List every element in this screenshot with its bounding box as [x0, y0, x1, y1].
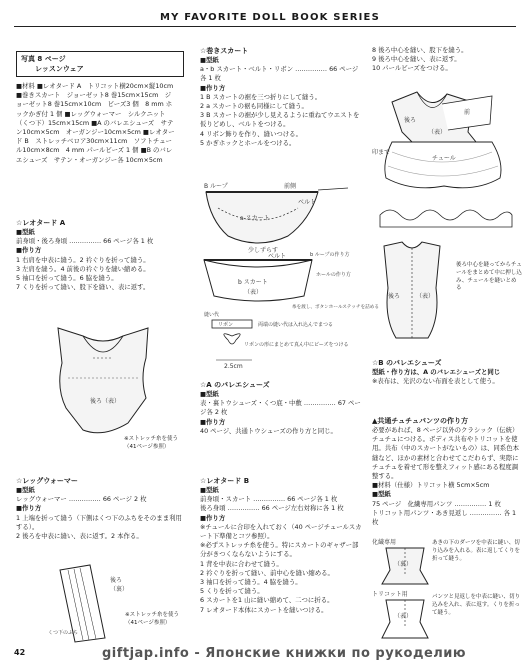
synthetic-label: 化繊専用 [372, 539, 397, 546]
howto-step: 1 上端を折って縫う（下側はくつ下のふちをそのまま利用する）。 [16, 513, 182, 531]
howto-step: 1 右肩を中表に縫う。2 衿ぐりを折って縫う。 [16, 255, 150, 264]
belt-label-2: ベルト [268, 253, 287, 260]
page-number: 42 [14, 648, 26, 657]
wrap-skirt-title: ☆巻きスカート [200, 47, 249, 55]
wrap-skirt-section [200, 46, 362, 148]
wrap-skirt-illustration [198, 180, 379, 380]
pants-facing-note: パンツと見返しを中表に縫い、切り込みを入れ、表に返す。くりを折って縫う。 [432, 594, 521, 616]
pattern-heading: ■型紙 [16, 228, 35, 236]
right-side-label-2: （表） [416, 293, 435, 300]
leotard-b-section [200, 476, 362, 615]
pattern-heading: ■型紙 [200, 486, 219, 494]
belt-label: ベルト [298, 199, 317, 206]
sock-edge-label: くつ下のふち [48, 630, 79, 636]
shoes-b-title: ☆B のバレエシューズ [372, 359, 442, 367]
pattern-line: a・b スカート・ベルト・リボン …………… 66 ページ各 1 枚 [200, 65, 359, 83]
tutu-pants-body: 必要があれば、8 ページ以外のクラシック（伝統）チュチュにつける。ボディス共布やトリコットを使用。共布（中のスカートがないもの）は、同系色本縫など、ほかの素材と合わせてこだわらず、実際にチュチュを着せて形を整えフィット感にある程度調整する。 [372, 426, 519, 481]
tulle-strip-illustration [376, 205, 516, 235]
howto-text: 40 ページ、共通トウシューズの作り方と同じ。 [200, 426, 337, 435]
right-side-label: （表） [428, 129, 447, 136]
b-loop-label: B ループ [204, 183, 228, 190]
howto-heading: ■作り方 [200, 513, 226, 522]
stitch-note: 糸を渡し、ボタンホールステッチを詰める [292, 305, 379, 310]
seam-allowance-label: 縫い代 [204, 312, 220, 318]
offset-label: 少しずらす [248, 247, 279, 254]
pattern-line: 前身頃・スカート …………… 66 ページ各 1 枚 [200, 495, 338, 504]
howto-step: ※必ずストレッチ糸を使う。特にスカートのギャザー部分がきつくならないようにする。 [200, 541, 359, 559]
back-label: 後ろ [404, 117, 417, 124]
pattern-line-2: 後ろ身頃 …………… 66 ページ左右対称に各 1 枚 [200, 504, 344, 513]
howto-step: 2 a スカートの裾も同様にして縫う。 [200, 102, 308, 111]
howto-step: 2 後ろを中表に縫い、表に返す。2 本作る。 [16, 532, 143, 541]
photo-reference-box [16, 51, 184, 77]
photo-subject: レッスンウェア [35, 65, 84, 73]
leotard-back-label: 後ろ（表） [90, 398, 121, 405]
tutu-pants-section [372, 416, 522, 527]
shoes-b-text: 型紙・作り方は、A のバレエシューズと同じ [372, 368, 501, 376]
leotard-b-steps-continued [372, 46, 522, 74]
howto-heading: ■作り方 [16, 504, 42, 513]
photo-page-ref: 写真 8 ページ [21, 55, 66, 63]
howto-step: 10 パールビーズをつける。 [372, 64, 452, 73]
ribbon-bow-note: リボンの形にまとめて真ん中にビーズをつける [244, 342, 349, 348]
b-skirt-label: b スカート [238, 279, 268, 286]
wrong-side-label: （裏） [394, 561, 413, 568]
legwarmer-illustration [50, 560, 185, 645]
howto-step: 4 リボン飾りを作り、縫いつける。 [200, 129, 302, 138]
tricot-label: トリコット用 [372, 591, 408, 598]
site-watermark[interactable]: giftjap.info - Японские книжки по рукоделию [101, 646, 467, 661]
pattern-heading: ■型紙 [200, 390, 219, 398]
howto-step: 6 スカートを1 山に縫い縮めて、二つに折る。 [200, 596, 334, 605]
leotard-b-back-illustration [372, 238, 452, 348]
howto-heading: ■作り方 [16, 246, 42, 255]
tutu-pants-materials: ■材料（仕様）トリコット横 5cm×5cm [372, 481, 490, 490]
right-side-label-3: （表） [394, 613, 413, 620]
a-skirt-label: a スカート [240, 215, 270, 222]
howto-step: ※チュールに合印を入れておく（40 ページチュールスカート下準備とコツ参照）。 [200, 522, 362, 541]
hole-how-label: ホールの作り方 [316, 272, 351, 278]
tutu-pants-title: ▲共通チュチュパンツの作り方 [372, 417, 468, 425]
front-side-mark: （表） [244, 289, 263, 296]
howto-step: 1 背を中表に合わせて縫う。 [200, 559, 283, 568]
pattern-line: 75 ページ 化繊専用パンツ …………… 1 枚 [372, 499, 501, 508]
legwarmer-section [16, 476, 186, 541]
materials-list: ■材料 ■レオタード A トリコット横20cm×縦10cm ■巻きスカート ジョーゼット8 巻15cm×15cm ジョーゼット8 巻15cm×10cm ビーズ3 個 8 mm ホックかぎ付 1 個 ■レッグウォーマー シルクニット（くつ下）15cm×15cm ■A のバレエシューズ サテン10cm×5cm オーガンジー10cm×5cm ■レオタード B ストレッチベロア30cm×11cm ソフトチュール10cm×8cm 4 mm パールビーズ 1 個 ■B のバレエシューズ サテン・オーガンジー各 10cm×5cm [16, 82, 175, 164]
series-title: MY FAVORITE DOLL BOOK SERIES [159, 12, 380, 23]
shoes-a-title: ☆A のバレエシューズ [200, 381, 270, 389]
howto-step: 5 くりを折って縫う。 [200, 587, 264, 596]
leotard-a-section [16, 218, 186, 292]
leotard-b-illustration [372, 82, 522, 202]
ribbon-length-label: 2.5cm [224, 363, 243, 370]
shoes-a-section [200, 380, 362, 436]
howto-step: 8 後ろ中心を縫い、股下を縫う。 [372, 46, 468, 54]
howto-step: 7 レオタード本体にスカートを縫いつける。 [200, 605, 328, 614]
seam-allowance-note: 両端の縫い代は入れ込んでまつる [258, 322, 334, 328]
legwarmer-title: ☆レッグウォーマー [16, 477, 78, 485]
pattern-heading: ■型紙 [16, 486, 35, 494]
legwarmer-stretch-note: ※ストレッチ糸を使う（41ページ参照） [125, 612, 180, 626]
pattern-line-2: トリコット用パンツ・あき見返し …………… 各 1 枚 [372, 508, 517, 527]
legwarmer-wrong-side-label: （裏） [110, 586, 129, 593]
howto-heading: ■作り方 [200, 83, 226, 92]
howto-step: 3 B スカートの裾が少し見えるように重ねてウエストを仮りどめし、ベルトをつける。 [200, 111, 360, 129]
front-side-label: 前側 [284, 183, 297, 190]
pattern-line: 前身頃・後ろ身頃 …………… 66 ページ各 1 枚 [16, 237, 154, 246]
howto-step: 5 かぎホックとホールをつける。 [200, 138, 296, 147]
header-rule [14, 26, 516, 27]
leotard-b-title: ☆レオタード B [200, 477, 250, 485]
howto-step: 9 後ろ中心を縫い、表に返す。 [372, 55, 461, 64]
pattern-line: レッグウォーマー …………… 66 ページ 2 枚 [16, 495, 147, 504]
front-label: 前 [464, 109, 471, 116]
howto-step: 3 左肩を縫う。4 前後の衿ぐりを縫い縮める。 [16, 264, 150, 273]
howto-step: 5 袖口を折って縫う。6 脇を縫う。 [16, 274, 118, 283]
pattern-heading: ■型紙 [200, 56, 219, 64]
stretch-thread-note: ※ストレッチ糸を使う（41ページ参照） [124, 436, 179, 450]
ribbon-label: リボン [218, 322, 234, 328]
howto-step: 2 衿ぐりを折って縫い、前中心を縫い縮める。 [200, 568, 334, 577]
howto-step: 3 袖口を折って縫う。4 脇を縫う。 [200, 578, 302, 587]
loop-how-label: b ループの作り方 [310, 252, 350, 258]
howto-step: 7 くりを折って縫い、股下を縫い、表に返す。 [16, 283, 150, 292]
shoes-b-section [372, 358, 522, 386]
pattern-heading: ■型紙 [372, 490, 391, 499]
howto-step: 1 B スカートの裾を三つ折りにして縫う。 [200, 92, 322, 101]
pants-dart-note: あきの下のダーツを中表に縫い、切り込みを入れる。表に返してくりを折って縫う。 [432, 540, 521, 562]
leotard-a-title: ☆レオタード A [16, 219, 66, 227]
legwarmer-back-label: 後ろ [110, 577, 123, 584]
mark-label: 印まで [372, 149, 391, 156]
shoes-b-note: ※表布は、光沢のない布面を表として使う。 [372, 377, 499, 386]
tulle-label: チュール [432, 155, 456, 162]
howto-heading: ■作り方 [200, 417, 226, 426]
back-label-2: 後ろ [388, 293, 401, 300]
tulle-center-note: 後ろ中心を縫ってからチュールをまとめて中に押し込み、チュールを縫いとめる [456, 262, 522, 292]
pattern-line: 表・裏トウシューズ・くつ底・中敷 …………… 67 ページ各 2 枚 [200, 399, 361, 417]
